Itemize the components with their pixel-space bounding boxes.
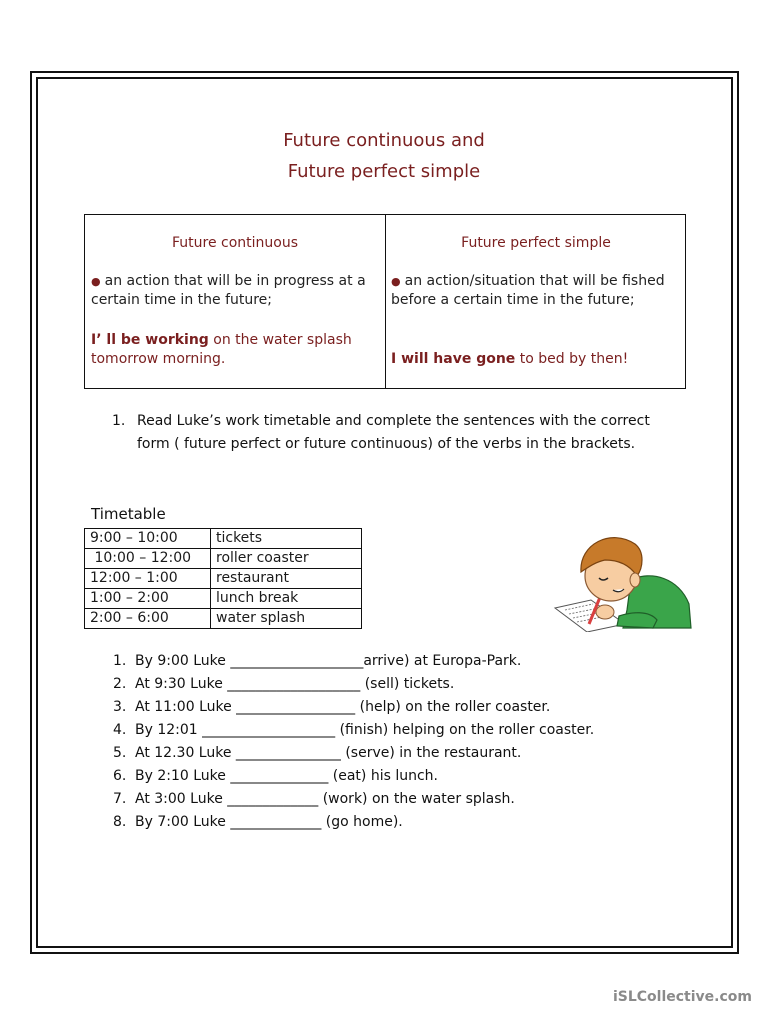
exercise-list	[113, 650, 594, 834]
item-number: 2.	[113, 676, 127, 692]
time-cell: 2:00 – 6:00	[85, 609, 211, 629]
rule-example	[91, 331, 379, 369]
exercise-instruction	[112, 410, 672, 456]
bullet-icon: ●	[91, 275, 101, 288]
instruction-number: 1.	[112, 413, 126, 429]
timetable	[84, 528, 362, 629]
instruction-text: Read Luke’s work timetable and complete the sentences with the correct form ( future perfect or future continuous) of the verbs in the brackets.	[137, 413, 650, 452]
time-cell: 1:00 – 2:00	[85, 589, 211, 609]
item-text: By 9:00 Luke ___________________arrive) at Europa-Park.	[135, 653, 522, 669]
worksheet-title-line2: Future perfect simple	[287, 161, 481, 182]
item-text: By 7:00 Luke _____________ (go home).	[135, 814, 403, 830]
item-number: 6.	[113, 768, 127, 784]
activity-cell: lunch break	[211, 589, 362, 609]
rule-heading: Future perfect simple	[461, 235, 611, 251]
rule-description-text: an action that will be in progress at a certain time in the future;	[91, 273, 366, 308]
activity-cell: restaurant	[211, 569, 362, 589]
table-row	[85, 529, 362, 549]
rule-example-bold: I’ ll be working	[91, 332, 209, 348]
timetable-label: Timetable	[91, 505, 166, 523]
item-number: 7.	[113, 791, 127, 807]
rule-future-perfect	[391, 215, 681, 388]
table-row	[85, 609, 362, 629]
rule-future-continuous	[91, 215, 379, 388]
item-text: At 3:00 Luke _____________ (work) on the water splash.	[135, 791, 515, 807]
item-number: 8.	[113, 814, 127, 830]
bullet-icon: ●	[391, 275, 401, 288]
list-item	[113, 811, 594, 834]
activity-cell: roller coaster	[211, 549, 362, 569]
rule-example-bold: I will have gone	[391, 351, 516, 367]
list-item	[113, 765, 594, 788]
list-item	[113, 742, 594, 765]
time-cell: 9:00 – 10:00	[85, 529, 211, 549]
rule-example-rest: to bed by then!	[515, 351, 629, 367]
item-number: 5.	[113, 745, 127, 761]
list-item	[113, 719, 594, 742]
rule-description-text: an action/situation that will be fished before a certain time in the future;	[391, 273, 665, 308]
list-item	[113, 788, 594, 811]
item-number: 4.	[113, 722, 127, 738]
boy-writing-illustration	[553, 520, 693, 632]
rule-example-rest: on the water splash tomorrow morning.	[91, 332, 352, 367]
rule-example	[391, 350, 681, 369]
time-cell: 12:00 – 1:00	[85, 569, 211, 589]
table-row	[85, 569, 362, 589]
item-text: At 9:30 Luke ___________________ (sell) tickets.	[135, 676, 455, 692]
watermark: iSLCollective.com	[612, 989, 752, 1005]
rules-divider	[385, 215, 386, 388]
rule-heading: Future continuous	[171, 235, 299, 251]
table-row	[85, 589, 362, 609]
worksheet-title-line1: Future continuous and	[283, 130, 485, 151]
list-item	[113, 696, 594, 719]
item-text: At 11:00 Luke _________________ (help) on the roller coaster.	[135, 699, 551, 715]
item-number: 1.	[113, 653, 127, 669]
activity-cell: water splash	[211, 609, 362, 629]
table-row	[85, 549, 362, 569]
item-text: By 2:10 Luke ______________ (eat) his lunch.	[135, 768, 438, 784]
time-cell: 10:00 – 12:00	[85, 549, 211, 569]
list-item	[113, 673, 594, 696]
rule-description	[391, 272, 681, 310]
grammar-rules-box	[84, 214, 686, 389]
activity-cell: tickets	[211, 529, 362, 549]
item-number: 3.	[113, 699, 127, 715]
item-text: By 12:01 ___________________ (finish) helping on the roller coaster.	[135, 722, 595, 738]
rule-description	[91, 272, 379, 310]
list-item	[113, 650, 594, 673]
item-text: At 12.30 Luke _______________ (serve) in the restaurant.	[135, 745, 522, 761]
